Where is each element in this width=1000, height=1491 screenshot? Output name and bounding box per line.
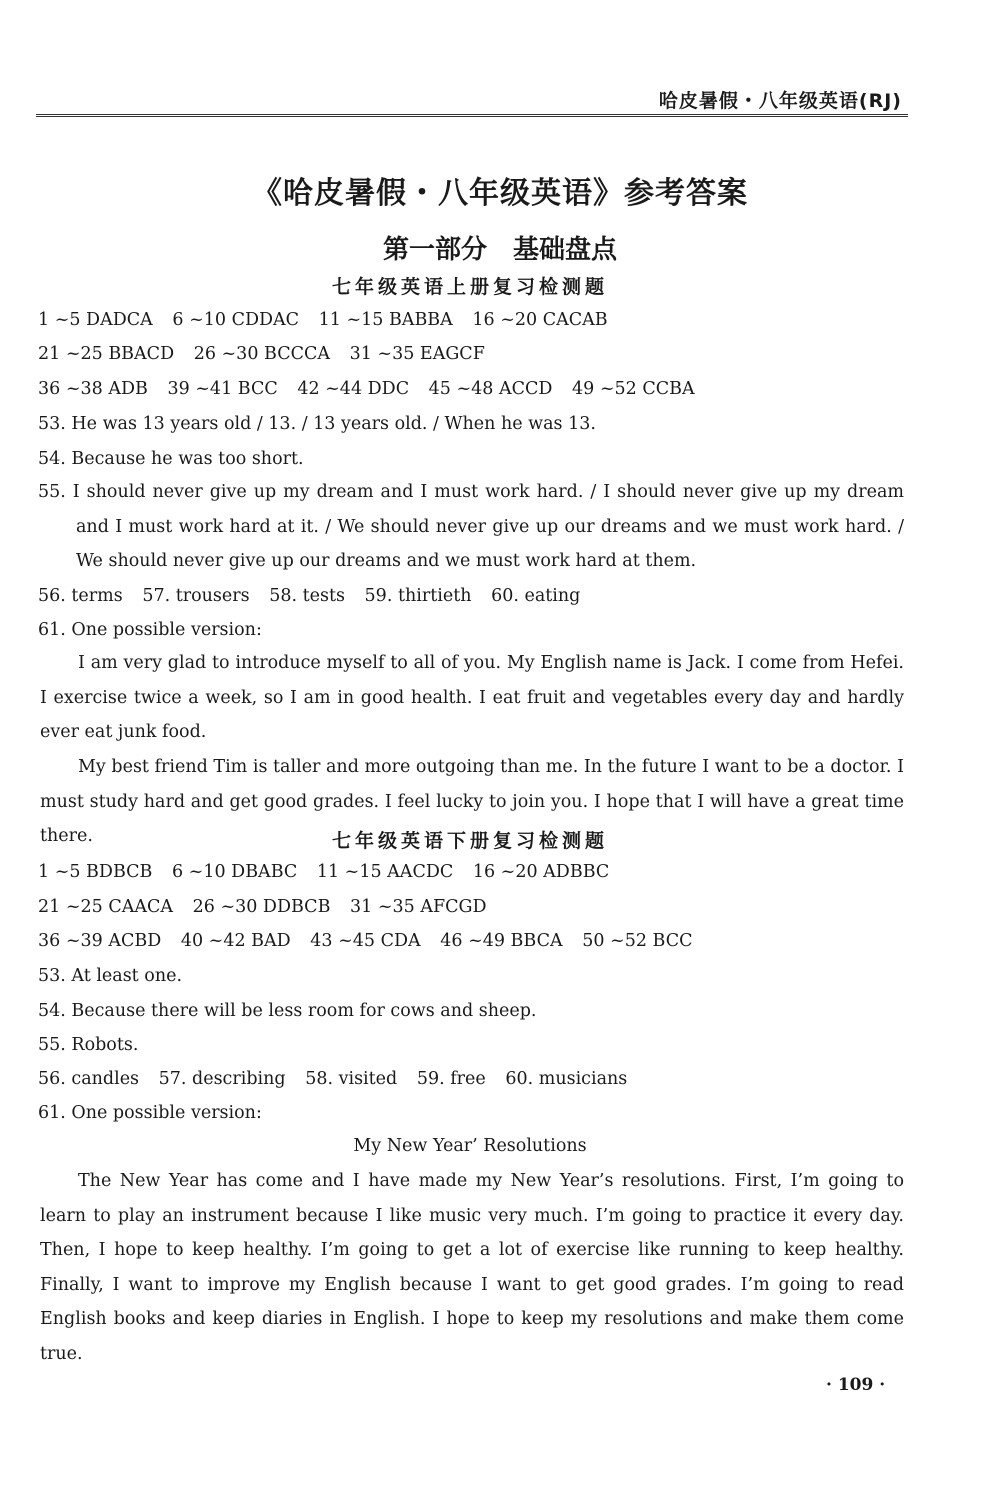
part-title: 第一部分 基础盘点 [382,235,617,265]
answer-group: 31 ~35 AFCGD [350,897,487,917]
answer-group: 36 ~39 ACBD [38,931,162,951]
answer-group: 21 ~25 CAACA [38,897,174,917]
answer-group: 26 ~30 BCCCA [193,344,331,364]
section-title-1: 七年级英语上册复习检测题 [331,276,608,298]
answer-group: 31 ~35 EAGCF [349,344,485,364]
answer-item: 57. describing [158,1069,286,1089]
answer-group: 39 ~41 BCC [167,379,278,399]
answer-item: 59. free [416,1069,486,1089]
answer-group: 36 ~38 ADB [38,379,148,399]
answer-group: 11 ~15 BABBA [318,310,453,330]
answer-54: 54. Because there will be less room for cows and sheep. [38,1001,537,1021]
essay-paragraph: I am very glad to introduce myself to all of you. My English name is Jack. I come from Hefei. I exercise twice a week, so I am in good health. I eat fruit and vegetables every day and hardly ever eat junk food. [40,653,904,742]
answer-item: 56. candles [38,1069,140,1089]
answer-61: 61. One possible version: [38,620,262,640]
section-title-2: 七年级英语下册复习检测题 [331,830,608,852]
answer-item: 60. eating [491,586,581,606]
answer-row [38,931,707,951]
answer-group: 43 ~45 CDA [310,931,421,951]
answer-row [38,897,501,917]
answer-item: 60. musicians [505,1069,628,1089]
answer-item: 58. tests [269,586,345,606]
page-number: · 109 · [826,1375,886,1395]
running-header [36,84,908,117]
answer-item: 56. terms [38,586,123,606]
answer-row [38,344,499,364]
answer-55: 55. Robots. [38,1035,139,1055]
answer-row [38,586,594,606]
answer-group: 45 ~48 ACCD [428,379,553,399]
answer-group: 42 ~44 DDC [297,379,410,399]
answer-group: 11 ~15 AACDC [316,862,454,882]
essay-title: My New Year’ Resolutions [353,1136,587,1156]
answer-group: 1 ~5 BDBCB [38,862,153,882]
answer-group: 40 ~42 BAD [180,931,291,951]
answer-53: 53. At least one. [38,966,183,986]
answer-54: 54. Because he was too short. [38,449,304,469]
answer-55: 55. I should never give up my dream and I must work hard. / I should never give up my dream and I must work hard at it. / We should never give up our dreams and we must work hard. / We should never give up our dreams and we must work hard at them. [38,482,904,571]
page-title: 《哈皮暑假・八年级英语》参考答案 [252,176,748,211]
answer-group: 50 ~52 BCC [582,931,693,951]
answer-group: 21 ~25 BBACD [38,344,175,364]
answer-item: 59. thirtieth [364,586,472,606]
running-title: 哈皮暑假・八年级英语(RJ) [658,90,902,112]
answer-group: 1 ~5 DADCA [38,310,153,330]
essay-paragraph: My best friend Tim is taller and more outgoing than me. In the future I want to be a doctor. I must study hard and get good grades. I feel lucky to join you. I hope that I will have a great time there. [40,757,904,846]
answer-row [38,310,622,330]
answer-group: 26 ~30 DDBCB [192,897,331,917]
answer-53: 53. He was 13 years old / 13. / 13 years old. / When he was 13. [38,414,596,434]
answer-group: 6 ~10 DBABC [171,862,298,882]
answer-group: 46 ~49 BBCA [440,931,563,951]
answer-row [38,379,709,399]
answer-row [38,862,623,882]
answer-item: 58. visited [305,1069,398,1089]
answer-group: 16 ~20 ADBBC [472,862,610,882]
answer-item: 57. trousers [142,586,250,606]
essay-paragraph: The New Year has come and I have made my New Year’s resolutions. First, I’m going to learn to play an instrument because I like music very much. I’m going to practice it every day. Then, I hope to keep healthy. I’m going to get a lot of exercise like running to keep healthy. Finally, I want to improve my English because I want to get good grades. I’m going to read English books and keep diaries in English. I hope to keep my resolutions and make them come true. [40,1171,904,1364]
answer-group: 49 ~52 CCBA [572,379,695,399]
answer-61: 61. One possible version: [38,1103,262,1123]
answer-group: 6 ~10 CDDAC [172,310,300,330]
answer-row [38,1069,641,1089]
answer-group: 16 ~20 CACAB [472,310,608,330]
